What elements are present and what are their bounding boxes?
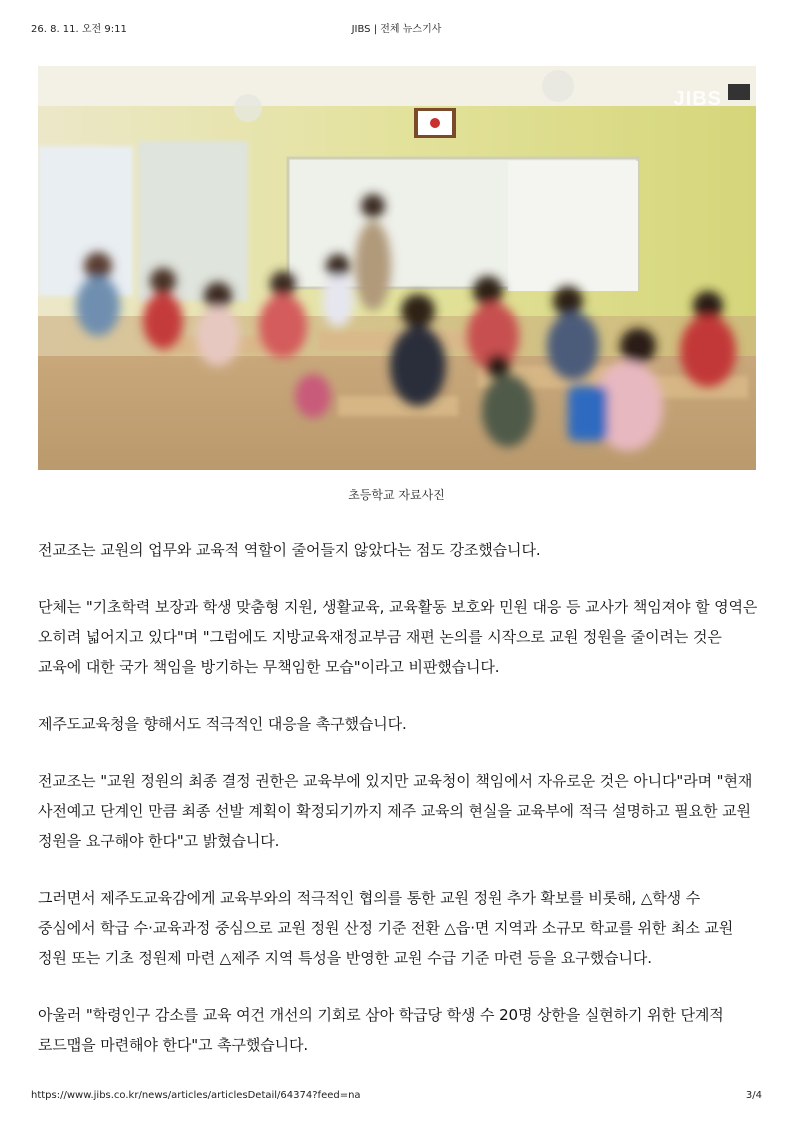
article-paragraph: 제주도교육청을 향해서도 적극적인 대응을 촉구했습니다. [38, 715, 407, 733]
print-date: 26. 8. 11. 오전 9:11 [31, 24, 127, 35]
article-paragraph: 그러면서 제주도교육감에게 교육부와의 적극적인 협의를 통한 교원 정원 추가 확보를 비롯해, △학생 수 중심에서 학급 수·교육과정 중심으로 교원 정원 산정 기준 전환 △읍·면 지역과 소규모 학교를 위한 최소 교원 정원 또는 기초 정원제 마련 △제주 지역 특성을 반영한 교원 수급 기준 마련 등을 요구했습니다. [38, 889, 734, 967]
photo-caption: 초등학교 자료사진 [348, 488, 445, 502]
article-paragraph: 전교조는 "교원 정원의 최종 결정 권한은 교육부에 있지만 교육청이 책임에서 자유로운 것은 아니다"라며 "현재 사전예고 단계인 만큼 최종 선발 계획이 확정되기까지 제주 교육의 현실을 교육부에 적극 설명하고 필요한 교원 정원을 요구해야 한다"고 밝혔습니다. [38, 772, 753, 850]
print-url: https://www.jibs.co.kr/news/articles/articlesDetail/64374?feed=na [31, 1090, 361, 1101]
article-paragraph: 아울러 "학령인구 감소를 교육 여건 개선의 기회로 삼아 학급당 학생 수 20명 상한을 실현하기 위한 단계적 로드맵을 마련해야 한다"고 촉구했습니다. [38, 1006, 724, 1054]
print-title: JIBS | 전체 뉴스기사 [351, 24, 442, 35]
article-photo [38, 66, 756, 470]
article-body [38, 535, 758, 1087]
jibs-watermark: JIBS [673, 88, 722, 110]
article-paragraph: 단체는 "기초학력 보장과 학생 맞춤형 지원, 생활교육, 교육활동 보호와 민원 대응 등 교사가 책임져야 할 영역은 오히려 넓어지고 있다"며 "그럼에도 지방교육재정교부금 재편 논의를 시작으로 교원 정원을 줄이려는 것은 교육에 대한 국가 책임을 방기하는 무책임한 모습"이라고 비판했습니다. [38, 598, 758, 676]
article-paragraph: 전교조는 교원의 업무와 교육적 역할이 줄어들지 않았다는 점도 강조했습니다. [38, 541, 541, 559]
page-number: 3/4 [745, 1090, 762, 1101]
print-header [31, 20, 762, 36]
classroom-photo-illustration [38, 66, 756, 470]
